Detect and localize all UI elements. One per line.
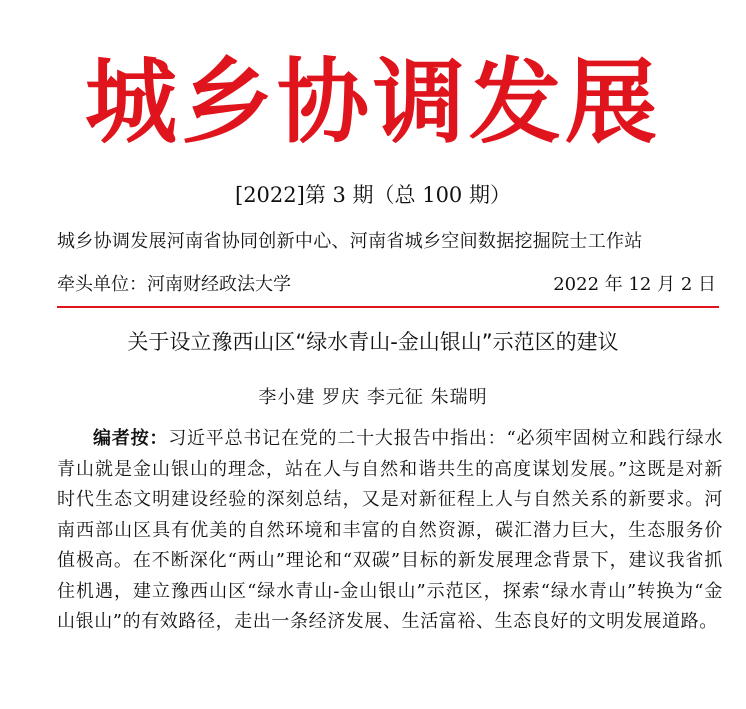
article-title: 关于设立豫西山区“绿水青山-金山银山”示范区的建议 [127, 330, 619, 354]
issue-number: [2022]第 3 期（总 100 期） [235, 183, 511, 207]
editor-note-text: 习近平总书记在党的二十大报告中指出：“必须牢固树立和践行绿水青山就是金山银山的理念，站在人与自然和谐共生的高度谋划发展。”这既是对新时代生态文明建设经验的深刻总结，又是对新征程上人与自然关系的新要求。河南西部山区具有优美的自然环境和丰富的自然资源，碳汇潜力巨大，生态服务价值极高。在不断深化“两山”理论和“双碳”目标的新发展理念背景下，建议我省抓住机遇，建立豫西山区“绿水青山-金山银山”示范区，探索“绿水青山”转换为“金山银山”的有效路径，走出一条经济发展、生活富裕、生态良好的文明发展道路。 [57, 428, 724, 632]
sponsoring-organizations: 城乡协调发展河南省协同创新中心、河南省城乡空间数据挖掘院士工作站 [57, 231, 643, 252]
editor-note [57, 424, 723, 638]
issue-date: 2022 年 12 月 2 日 [553, 274, 716, 295]
editor-note-label: 编者按： [93, 428, 169, 449]
masthead-title: 城乡协调发展 [84, 48, 661, 156]
lead-unit: 牵头单位：河南财经政法大学 [57, 274, 291, 295]
header-divider [57, 306, 719, 308]
article-authors: 李小建 罗庆 李元征 朱瑞明 [258, 387, 488, 408]
